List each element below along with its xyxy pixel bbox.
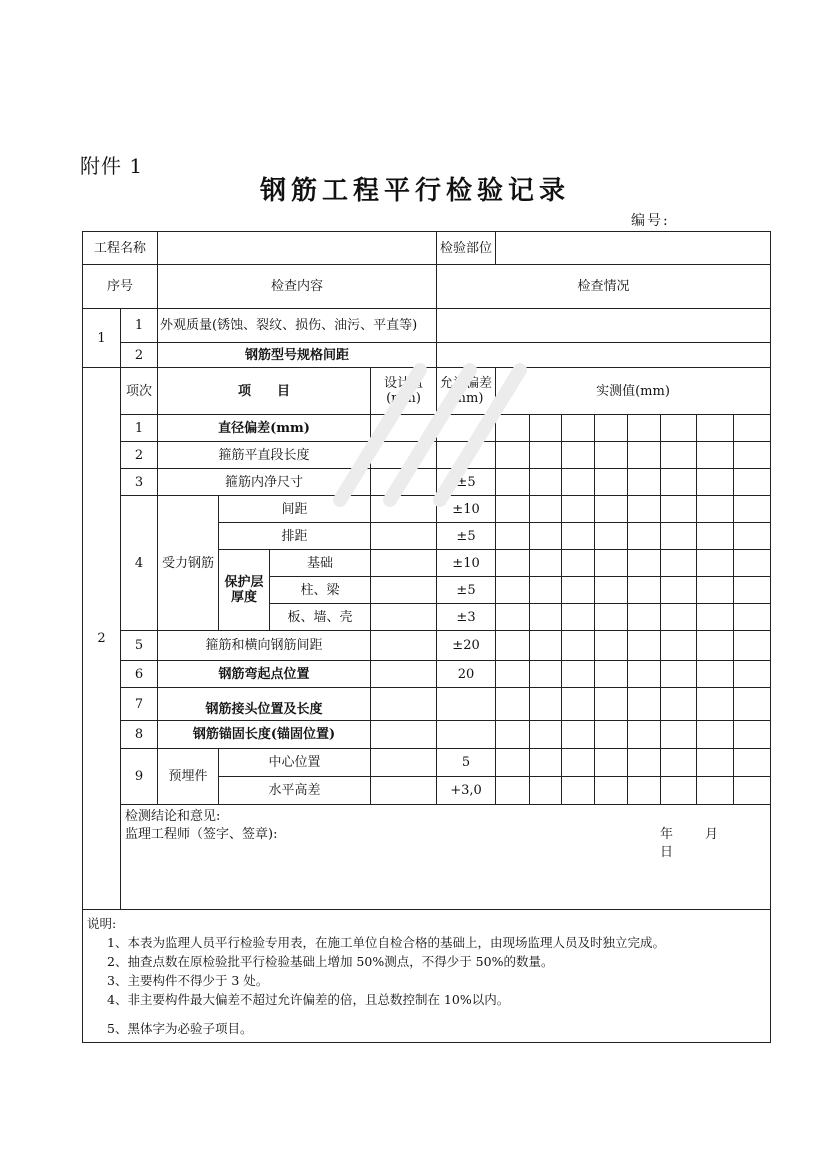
measured-cell[interactable] bbox=[661, 604, 697, 631]
day-label: 日 bbox=[660, 845, 674, 860]
measured-cell[interactable] bbox=[530, 469, 562, 496]
tolerance-cell: ±3 bbox=[437, 604, 496, 631]
date-field bbox=[660, 826, 770, 862]
design-cell[interactable] bbox=[371, 688, 437, 721]
measured-cell[interactable] bbox=[496, 496, 530, 523]
design-cell[interactable] bbox=[371, 721, 437, 749]
tolerance-header: 允许偏差(mm) bbox=[437, 368, 496, 415]
measured-cell[interactable] bbox=[628, 496, 661, 523]
measured-cell[interactable] bbox=[697, 688, 734, 721]
design-cell[interactable] bbox=[371, 631, 437, 661]
design-cell[interactable] bbox=[371, 777, 437, 805]
measured-cell[interactable] bbox=[697, 577, 734, 604]
row-no: 8 bbox=[121, 721, 158, 749]
measured-cell[interactable] bbox=[697, 661, 734, 688]
tolerance-cell bbox=[437, 721, 496, 749]
row-item-text: 箍筋和横向钢筋间距 bbox=[158, 631, 371, 661]
location-value[interactable] bbox=[496, 232, 771, 265]
measured-cell[interactable] bbox=[595, 469, 628, 496]
row-no: 9 bbox=[121, 749, 158, 805]
measured-cell[interactable] bbox=[628, 688, 661, 721]
tolerance-cell bbox=[437, 442, 496, 469]
group-label: 预埋件 bbox=[158, 749, 219, 805]
measured-cell[interactable] bbox=[562, 688, 595, 721]
remarks-row bbox=[83, 910, 771, 1043]
page-title: 钢筋工程平行检验记录 bbox=[259, 176, 570, 206]
tolerance-cell: ±5 bbox=[437, 469, 496, 496]
tolerance-cell: ±5 bbox=[437, 577, 496, 604]
row-stirrup-inner bbox=[83, 469, 771, 496]
measured-cell[interactable] bbox=[734, 523, 771, 550]
project-name-label: 工程名称 bbox=[83, 232, 158, 265]
section1-item2-no: 2 bbox=[121, 343, 158, 368]
measured-cell[interactable] bbox=[661, 496, 697, 523]
measured-cell[interactable] bbox=[628, 721, 661, 749]
conclusion-label: 检测结论和意见: bbox=[125, 809, 221, 824]
row-diameter bbox=[83, 415, 771, 442]
measured-cell[interactable] bbox=[595, 721, 628, 749]
measured-cell[interactable] bbox=[628, 523, 661, 550]
row-stirrup-straight bbox=[83, 442, 771, 469]
measured-cell[interactable] bbox=[697, 721, 734, 749]
design-cell[interactable] bbox=[371, 523, 437, 550]
row-item-text: 钢筋锚固长度(锚固位置) bbox=[158, 721, 371, 749]
measured-cell[interactable] bbox=[530, 777, 562, 805]
measured-cell[interactable] bbox=[734, 550, 771, 577]
row-bend-point bbox=[83, 661, 771, 688]
conclusion-row bbox=[83, 805, 771, 910]
tolerance-cell bbox=[437, 415, 496, 442]
measured-cell[interactable] bbox=[496, 415, 530, 442]
measured-cell[interactable] bbox=[496, 688, 530, 721]
section1-item1-text: 外观质量(锈蚀、裂纹、损伤、油污、平直等) bbox=[158, 309, 437, 343]
row-item-text: 排距 bbox=[219, 523, 371, 550]
measured-cell[interactable] bbox=[595, 496, 628, 523]
measured-cell[interactable] bbox=[734, 721, 771, 749]
measured-cell[interactable] bbox=[661, 523, 697, 550]
design-cell[interactable] bbox=[371, 604, 437, 631]
measured-cell[interactable] bbox=[530, 550, 562, 577]
measured-cell[interactable] bbox=[530, 688, 562, 721]
design-cell[interactable] bbox=[371, 415, 437, 442]
measured-cell[interactable] bbox=[595, 442, 628, 469]
measured-cell[interactable] bbox=[697, 523, 734, 550]
section2-header-row bbox=[83, 368, 771, 415]
measured-cell[interactable] bbox=[628, 550, 661, 577]
measured-cell[interactable] bbox=[595, 631, 628, 661]
measured-cell[interactable] bbox=[562, 523, 595, 550]
conclusion-cell[interactable] bbox=[121, 805, 771, 910]
row-item-text: 箍筋平直段长度 bbox=[158, 442, 371, 469]
measured-cell[interactable] bbox=[734, 777, 771, 805]
measured-cell[interactable] bbox=[734, 631, 771, 661]
measured-cell[interactable] bbox=[628, 777, 661, 805]
measured-cell[interactable] bbox=[562, 577, 595, 604]
measured-cell[interactable] bbox=[697, 496, 734, 523]
measured-cell[interactable] bbox=[595, 688, 628, 721]
row-no: 1 bbox=[121, 415, 158, 442]
measured-cell[interactable] bbox=[496, 523, 530, 550]
row-no: 3 bbox=[121, 469, 158, 496]
measured-header: 实测值(mm) bbox=[496, 368, 771, 415]
measured-cell[interactable] bbox=[496, 777, 530, 805]
design-cell[interactable] bbox=[371, 550, 437, 577]
measured-cell[interactable] bbox=[734, 688, 771, 721]
measured-cell[interactable] bbox=[595, 777, 628, 805]
measured-cell[interactable] bbox=[496, 631, 530, 661]
row-item-text: 中心位置 bbox=[219, 749, 371, 777]
measured-cell[interactable] bbox=[661, 721, 697, 749]
measured-cell[interactable] bbox=[734, 604, 771, 631]
design-cell[interactable] bbox=[371, 577, 437, 604]
measured-cell[interactable] bbox=[562, 777, 595, 805]
serial-number-label: 编号: bbox=[631, 213, 670, 229]
section1-item1-no: 1 bbox=[121, 309, 158, 343]
measured-cell[interactable] bbox=[697, 749, 734, 777]
measured-cell[interactable] bbox=[628, 415, 661, 442]
measured-cell[interactable] bbox=[661, 631, 697, 661]
measured-cell[interactable] bbox=[661, 749, 697, 777]
measured-cell[interactable] bbox=[595, 415, 628, 442]
row-item-text: 基础 bbox=[270, 550, 371, 577]
tolerance-cell: ±10 bbox=[437, 496, 496, 523]
measured-cell[interactable] bbox=[734, 415, 771, 442]
measured-cell[interactable] bbox=[562, 415, 595, 442]
measured-cell[interactable] bbox=[530, 661, 562, 688]
measured-cell[interactable] bbox=[562, 469, 595, 496]
measured-cell[interactable] bbox=[697, 777, 734, 805]
design-cell[interactable] bbox=[371, 496, 437, 523]
remark-item: 3、主要构件不得少于 3 处。 bbox=[107, 973, 269, 988]
month-label: 月 bbox=[705, 827, 719, 842]
measured-cell[interactable] bbox=[734, 661, 771, 688]
measured-cell[interactable] bbox=[628, 577, 661, 604]
measured-cell[interactable] bbox=[628, 631, 661, 661]
row-no: 4 bbox=[121, 496, 158, 631]
measured-cell[interactable] bbox=[562, 604, 595, 631]
measured-cell[interactable] bbox=[661, 550, 697, 577]
section1-row2 bbox=[83, 343, 771, 368]
measured-cell[interactable] bbox=[697, 415, 734, 442]
measured-cell[interactable] bbox=[595, 523, 628, 550]
content-header: 检查内容 bbox=[158, 265, 437, 309]
section1-row1 bbox=[83, 309, 771, 343]
remarks-cell bbox=[83, 910, 771, 1043]
measured-cell[interactable] bbox=[562, 442, 595, 469]
measured-cell[interactable] bbox=[530, 523, 562, 550]
row-item-text: 柱、梁 bbox=[270, 577, 371, 604]
measured-cell[interactable] bbox=[734, 469, 771, 496]
measured-cell[interactable] bbox=[734, 577, 771, 604]
measured-cell[interactable] bbox=[530, 442, 562, 469]
measured-cell[interactable] bbox=[496, 721, 530, 749]
row-item-text: 直径偏差(mm) bbox=[158, 415, 371, 442]
measured-cell[interactable] bbox=[661, 777, 697, 805]
row-embed-center bbox=[83, 749, 771, 777]
measured-cell[interactable] bbox=[697, 442, 734, 469]
row-no: 5 bbox=[121, 631, 158, 661]
measured-cell[interactable] bbox=[496, 661, 530, 688]
row-item-text: 间距 bbox=[219, 496, 371, 523]
tolerance-cell: 20 bbox=[437, 661, 496, 688]
design-cell[interactable] bbox=[371, 442, 437, 469]
cover-thickness-label: 保护层厚度 bbox=[219, 550, 270, 631]
measured-cell[interactable] bbox=[530, 496, 562, 523]
row-splice bbox=[83, 688, 771, 721]
seq-header: 序号 bbox=[83, 265, 158, 309]
measured-cell[interactable] bbox=[595, 604, 628, 631]
measured-cell[interactable] bbox=[562, 631, 595, 661]
item-header: 项 目 bbox=[158, 368, 371, 415]
measured-cell[interactable] bbox=[734, 749, 771, 777]
measured-cell[interactable] bbox=[530, 415, 562, 442]
section2-number: 2 bbox=[83, 368, 121, 910]
design-value-header: 设计值(mm) bbox=[371, 368, 437, 415]
measured-cell[interactable] bbox=[595, 661, 628, 688]
project-name-value[interactable] bbox=[158, 232, 437, 265]
measured-cell[interactable] bbox=[697, 604, 734, 631]
measured-cell[interactable] bbox=[496, 550, 530, 577]
row-no: 7 bbox=[121, 688, 158, 721]
row-stirrup-spacing bbox=[83, 631, 771, 661]
row-item-text: 钢筋接头位置及长度 bbox=[158, 688, 371, 721]
measured-cell[interactable] bbox=[661, 442, 697, 469]
measured-cell[interactable] bbox=[562, 496, 595, 523]
measured-cell[interactable] bbox=[628, 749, 661, 777]
measured-cell[interactable] bbox=[595, 749, 628, 777]
remarks-label: 说明: bbox=[87, 916, 117, 931]
section1-item2-text: 钢筋型号规格间距 bbox=[158, 343, 437, 368]
tolerance-cell: ±10 bbox=[437, 550, 496, 577]
measured-cell[interactable] bbox=[734, 496, 771, 523]
row-no: 2 bbox=[121, 442, 158, 469]
remark-item: 2、抽查点数在原检验批平行检验基础上增加 50%测点，不得少于 50%的数量。 bbox=[107, 954, 554, 969]
measured-cell[interactable] bbox=[562, 721, 595, 749]
group-label: 受力钢筋 bbox=[158, 496, 219, 631]
measured-cell[interactable] bbox=[661, 688, 697, 721]
measured-cell[interactable] bbox=[496, 749, 530, 777]
measured-cell[interactable] bbox=[661, 415, 697, 442]
measured-cell[interactable] bbox=[562, 661, 595, 688]
tolerance-cell: 5 bbox=[437, 749, 496, 777]
design-cell[interactable] bbox=[371, 469, 437, 496]
location-label: 检验部位 bbox=[437, 232, 496, 265]
measured-cell[interactable] bbox=[661, 469, 697, 496]
remark-item: 1、本表为监理人员平行检验专用表，在施工单位自检合格的基础上，由现场监理人员及时独立完成。 bbox=[107, 935, 665, 950]
row-item-text: 箍筋内净尺寸 bbox=[158, 469, 371, 496]
measured-cell[interactable] bbox=[595, 550, 628, 577]
tolerance-cell: +3,0 bbox=[437, 777, 496, 805]
item-no-header: 项次 bbox=[121, 368, 158, 415]
main-header-row bbox=[83, 265, 771, 309]
tolerance-cell: ±5 bbox=[437, 523, 496, 550]
measured-cell[interactable] bbox=[661, 661, 697, 688]
row-main-bar-spacing bbox=[83, 496, 771, 523]
measured-cell[interactable] bbox=[530, 604, 562, 631]
measured-cell[interactable] bbox=[530, 631, 562, 661]
measured-cell[interactable] bbox=[496, 577, 530, 604]
measured-cell[interactable] bbox=[496, 604, 530, 631]
measured-cell[interactable] bbox=[562, 550, 595, 577]
measured-cell[interactable] bbox=[496, 442, 530, 469]
tolerance-cell: ±20 bbox=[437, 631, 496, 661]
measured-cell[interactable] bbox=[661, 577, 697, 604]
measured-cell[interactable] bbox=[697, 631, 734, 661]
measured-cell[interactable] bbox=[628, 604, 661, 631]
measured-cell[interactable] bbox=[697, 550, 734, 577]
tolerance-cell bbox=[437, 688, 496, 721]
measured-cell[interactable] bbox=[496, 469, 530, 496]
inspection-record-table bbox=[82, 231, 771, 1043]
status-header: 检查情况 bbox=[437, 265, 771, 309]
measured-cell[interactable] bbox=[697, 469, 734, 496]
section1-item1-result[interactable] bbox=[437, 309, 771, 343]
remark-item: 4、非主要构件最大偏差不超过允许偏差的倍，且总数控制在 10%以内。 bbox=[107, 992, 510, 1007]
row-item-text: 板、墙、壳 bbox=[270, 604, 371, 631]
measured-cell[interactable] bbox=[530, 749, 562, 777]
section1-item2-result[interactable] bbox=[437, 343, 771, 368]
row-item-text: 水平高差 bbox=[219, 777, 371, 805]
remark-item: 5、黑体字为必验子项目。 bbox=[107, 1021, 253, 1036]
attachment-label: 附件 1 bbox=[80, 154, 144, 178]
section1-number: 1 bbox=[83, 309, 121, 368]
design-cell[interactable] bbox=[371, 749, 437, 777]
row-item-text: 钢筋弯起点位置 bbox=[158, 661, 371, 688]
measured-cell[interactable] bbox=[562, 749, 595, 777]
measured-cell[interactable] bbox=[530, 721, 562, 749]
measured-cell[interactable] bbox=[734, 442, 771, 469]
info-row bbox=[83, 232, 771, 265]
engineer-signature-label: 监理工程师（签字、签章): bbox=[125, 827, 278, 842]
design-cell[interactable] bbox=[371, 661, 437, 688]
row-anchorage bbox=[83, 721, 771, 749]
measured-cell[interactable] bbox=[595, 577, 628, 604]
measured-cell[interactable] bbox=[530, 577, 562, 604]
measured-cell[interactable] bbox=[628, 442, 661, 469]
year-label: 年 bbox=[660, 827, 674, 842]
measured-cell[interactable] bbox=[628, 469, 661, 496]
measured-cell[interactable] bbox=[628, 661, 661, 688]
row-no: 6 bbox=[121, 661, 158, 688]
